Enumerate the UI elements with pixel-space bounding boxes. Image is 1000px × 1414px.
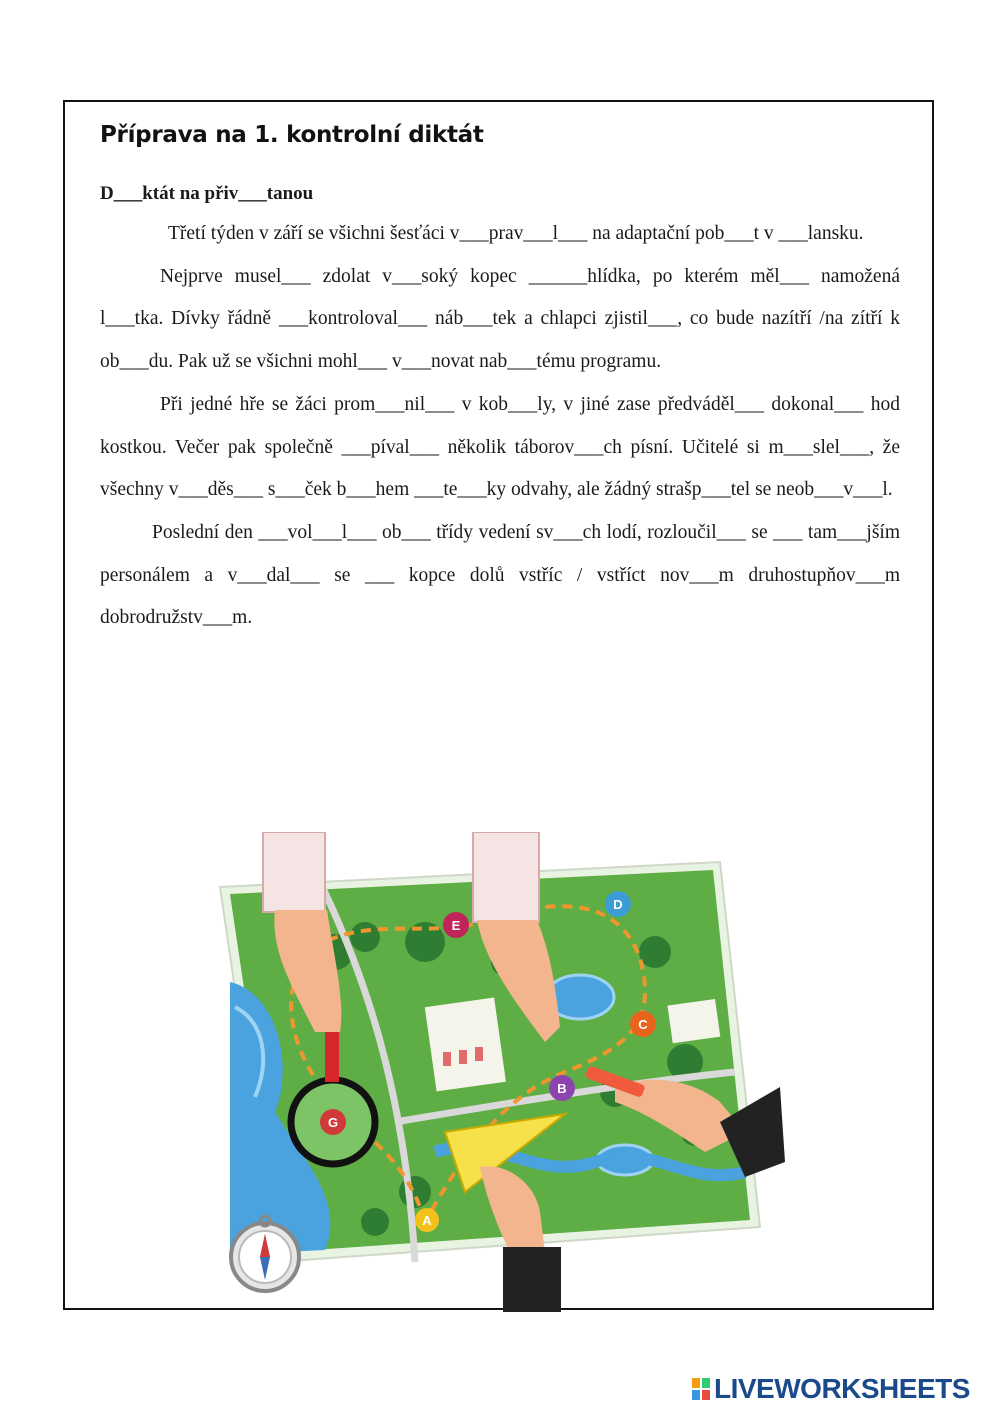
sleeve-bottom (503, 1247, 561, 1312)
liveworksheets-logo (692, 1372, 970, 1406)
svg-text:B: B (557, 1081, 567, 1096)
paragraph-4: Poslední den ___vol___l___ ob___ třídy vedení sv___ch lodí, rozloučil___ se ___ tam___jším personálem a v___dal___ se ___ kopce dolů vstříc / vstříct nov___m druhostupňov___m dobrodružstv___m. (100, 521, 900, 629)
marker-b-icon (549, 1075, 575, 1101)
paragraph-2: Nejprve musel___ zdolat v___soký kopec ______hlídka, po kterém měl___ namožená l___tka. Dívky řádně ___kontroloval___ náb___tek a chlapci zjistil___, co bude nazítří /na zítří k ob___du. Pak už se všichni mohl___ v___novat nab___tému programu. (100, 265, 900, 373)
liveworksheets-logo-icon (692, 1378, 710, 1400)
svg-text:D: D (613, 897, 623, 912)
paragraph-3: Při jedné hře se žáci prom___nil___ v kob___ly, v jiné zase předváděl___ dokonal___ hod kostkou. Večer pak společně ___píval___ několik táborov___ch písní. Učitelé si m___slel___, že všechny v___děs___ s___ček b___hem ___te___ky odvahy, ale žádný strašp___tel se neob___v___l. (100, 393, 900, 501)
svg-text:E: E (451, 918, 461, 933)
liveworksheets-brand: LIVEWORKSHEETS (714, 1373, 970, 1404)
sleeve-center (473, 832, 539, 922)
sleeve-left (263, 832, 325, 912)
marker-e-icon (443, 912, 469, 938)
marker-d-icon (605, 891, 631, 917)
map-illustration (215, 832, 785, 1312)
svg-text:A: A (422, 1213, 432, 1228)
worksheet-title: Příprava na 1. kontrolní diktát (100, 122, 484, 148)
marker-a-icon (415, 1208, 439, 1232)
paragraph-1: Třetí týden v září se všichni šesťáci v___prav___l___ na adaptační pob___t v ___lansku. (168, 223, 864, 244)
svg-text:C: C (638, 1017, 648, 1032)
dictation-title: D___ktát na přiv___tanou (100, 183, 314, 204)
marker-c-icon (630, 1011, 656, 1037)
svg-text:G: G (327, 1115, 339, 1130)
dictation-text (100, 213, 900, 640)
